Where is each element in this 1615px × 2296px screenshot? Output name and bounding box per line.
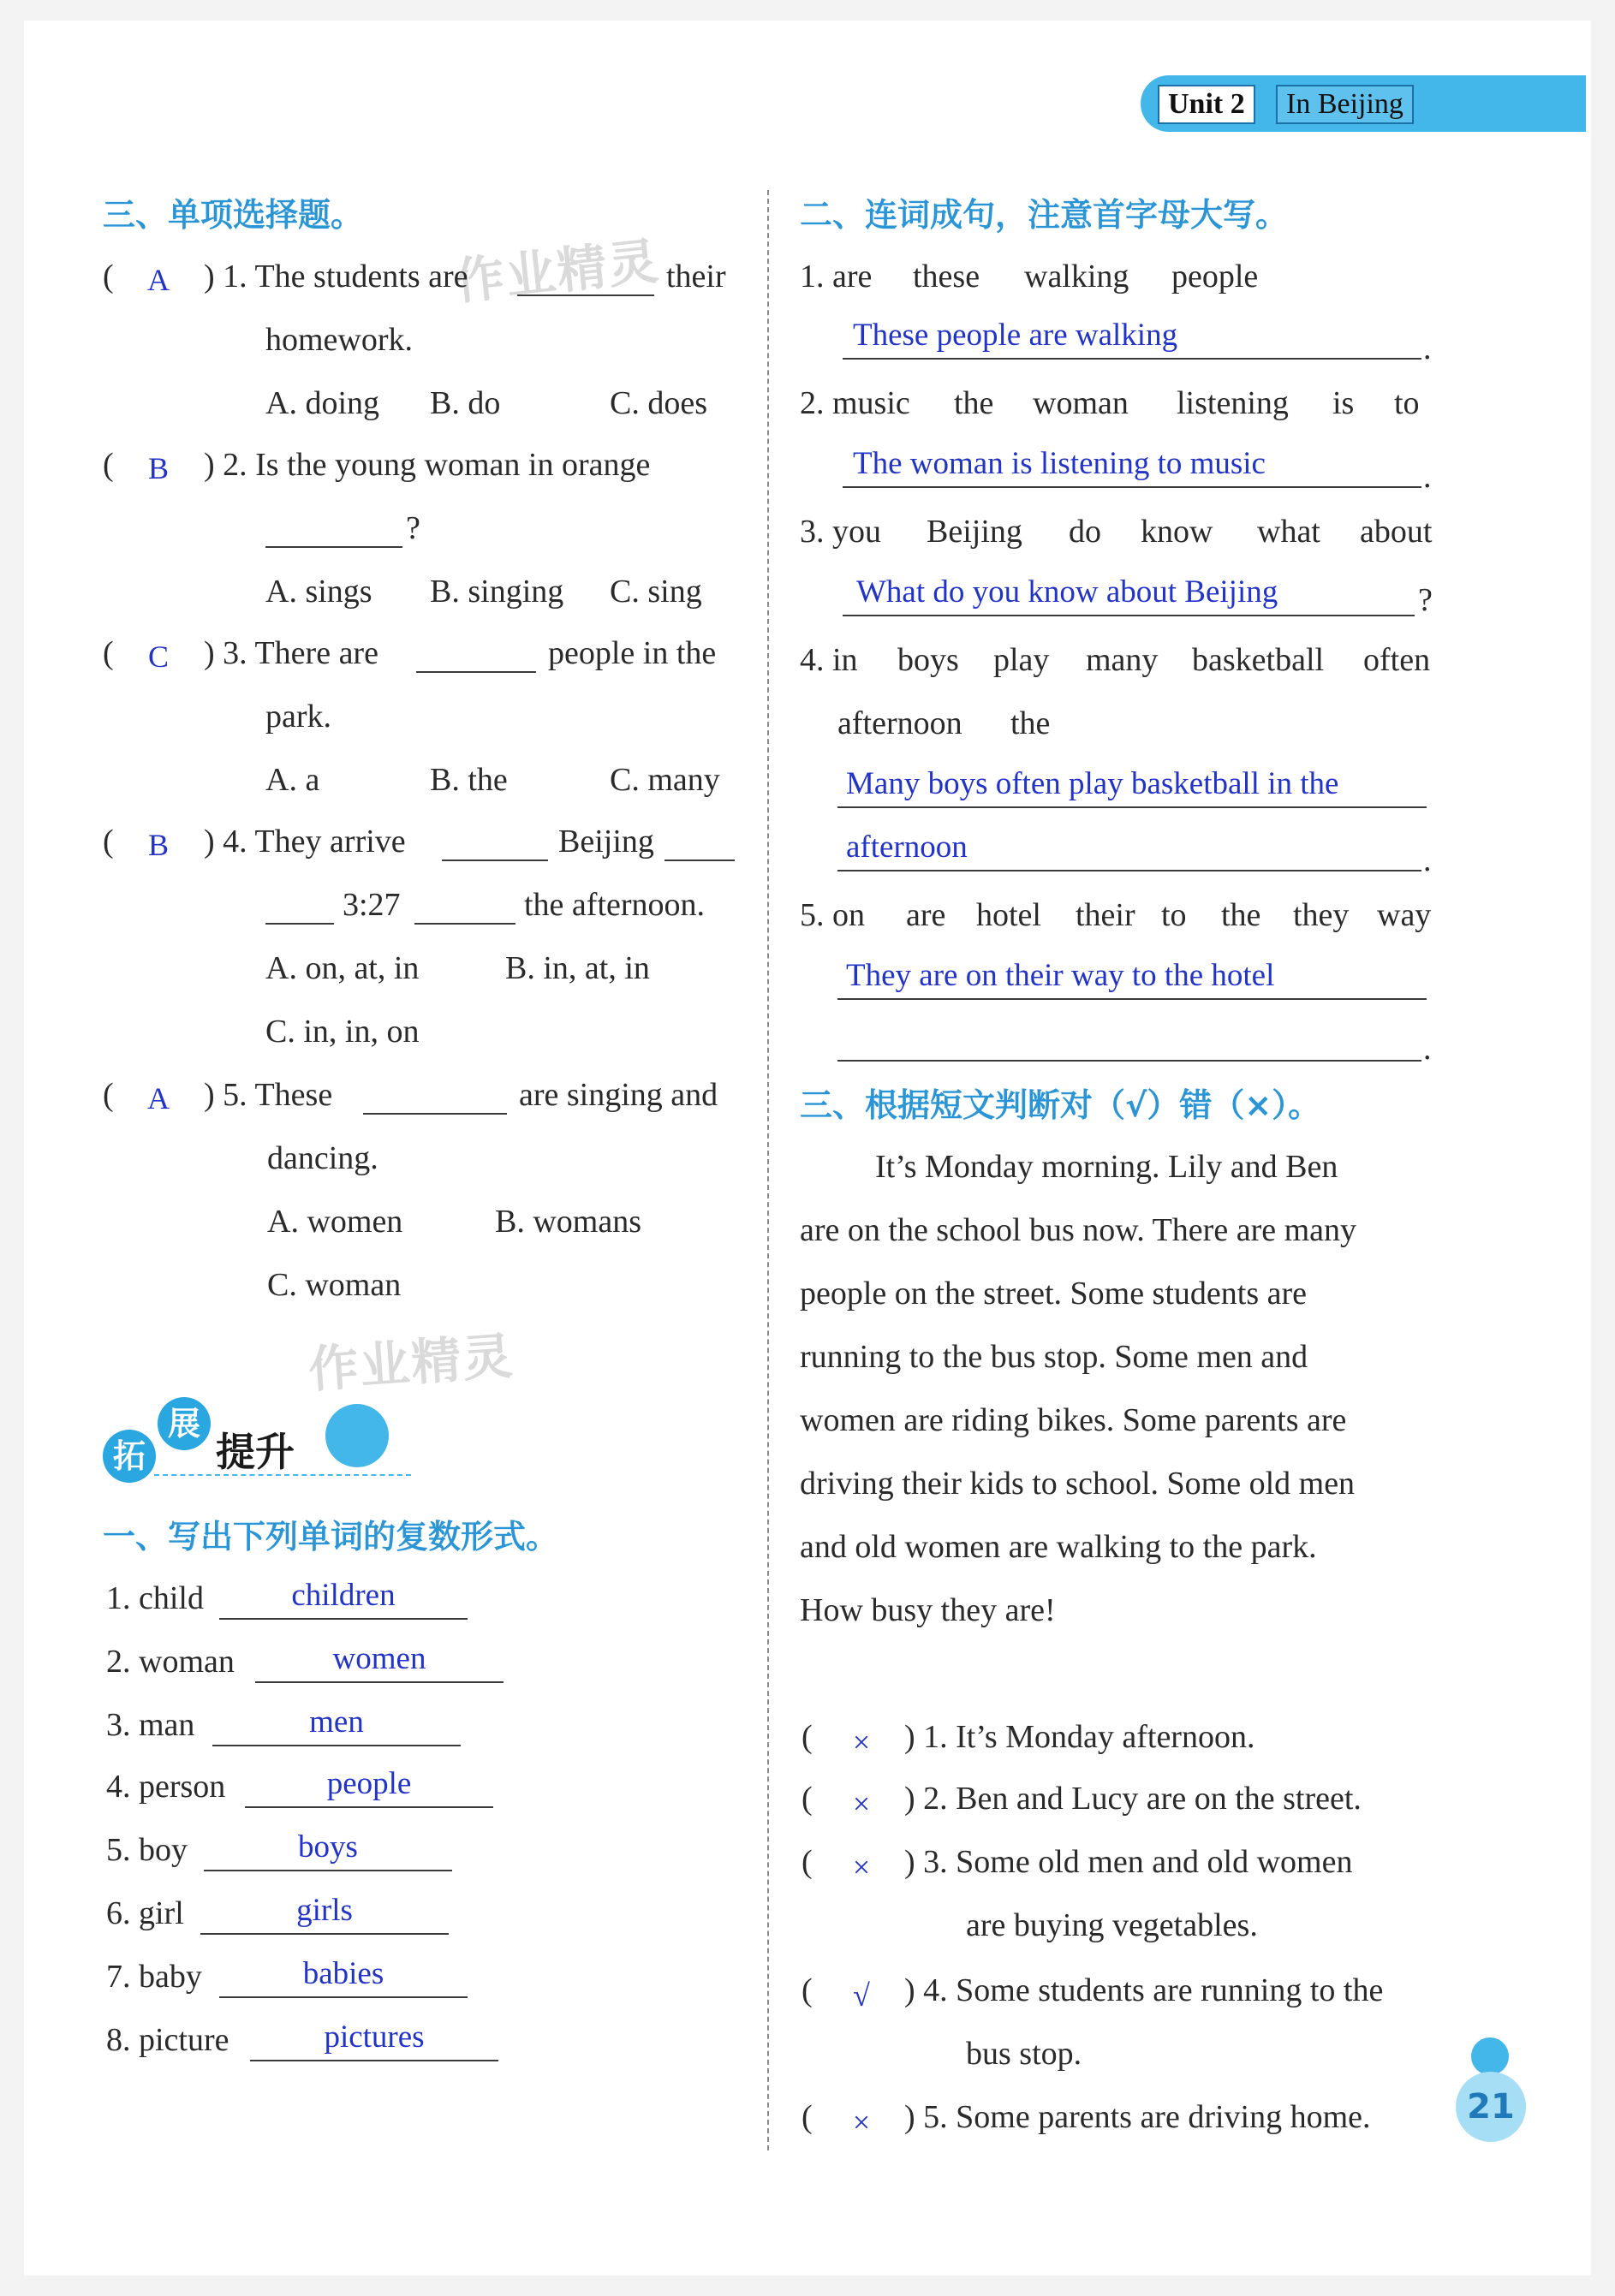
- sentence-answer: The woman is listening to music: [853, 446, 1266, 481]
- scrambled-word: people: [1171, 259, 1259, 294]
- tf-mark: √: [853, 1978, 870, 2013]
- blank-line[interactable]: [363, 1113, 507, 1115]
- tf-statement: ) 5. Some parents are driving home.: [904, 2099, 1371, 2135]
- blank-line[interactable]: [204, 1870, 452, 1871]
- blank-line[interactable]: [219, 1996, 468, 1998]
- mc-option: B. singing: [430, 574, 564, 610]
- scrambled-word: basketball: [1192, 642, 1325, 678]
- passage-line: How busy they are!: [800, 1592, 1056, 1628]
- plural-answer: children: [291, 1578, 396, 1613]
- mc-option: A. on, at, in: [265, 950, 420, 986]
- mc-stem: ) 4. They arrive: [204, 824, 406, 860]
- blank-line[interactable]: [219, 1618, 468, 1620]
- mc-answer: C: [147, 639, 169, 674]
- scrambled-word: the: [1221, 897, 1261, 933]
- mc-option: B. the: [430, 762, 508, 798]
- sentence-answer: These people are walking: [853, 318, 1178, 353]
- mc-answer: A: [147, 263, 170, 297]
- page-mascot-icon: [1471, 2037, 1509, 2075]
- scrambled-word: 5. on: [800, 897, 865, 933]
- passage-line: are on the school bus now. There are many: [800, 1212, 1357, 1248]
- scrambled-word: the: [1010, 705, 1051, 741]
- watermark: 作业精灵: [451, 231, 663, 312]
- scrambled-word: 1. are: [800, 259, 873, 294]
- mc-option: A. a: [265, 762, 320, 798]
- page-number: 21: [1456, 2072, 1526, 2142]
- mc-cont-tail: the afternoon.: [524, 887, 706, 923]
- scrambled-word: they: [1293, 897, 1350, 933]
- scrambled-word: woman: [1033, 385, 1129, 421]
- paren: (: [103, 259, 114, 294]
- mc-stem: ) 3. There are: [204, 635, 378, 671]
- scrambled-word: to: [1394, 385, 1420, 421]
- scrambled-word: do: [1069, 514, 1101, 550]
- scrambled-word: what: [1257, 514, 1320, 550]
- scrambled-word: listening: [1177, 385, 1289, 421]
- sentence-answer: What do you know about Beijing: [856, 574, 1278, 610]
- passage-line: people on the street. Some students are: [800, 1276, 1308, 1312]
- paren: (: [802, 1719, 813, 1755]
- mc-option: C. sing: [610, 574, 702, 610]
- scrambled-word: know: [1141, 514, 1213, 550]
- scrambled-word: 4. in: [800, 642, 858, 678]
- blank-line[interactable]: [517, 294, 654, 296]
- blank-line[interactable]: [442, 860, 548, 861]
- unit-label: Unit 2: [1158, 85, 1255, 124]
- scrambled-word: play: [993, 642, 1050, 678]
- scrambled-word: are: [906, 897, 946, 933]
- column-divider: [767, 190, 769, 2150]
- scrambled-word: boys: [897, 642, 959, 678]
- sentence-answer: Many boys often play basketball in the: [846, 766, 1339, 801]
- tf-statement: ) 1. It’s Monday afternoon.: [904, 1719, 1255, 1755]
- tf-statement: ) 3. Some old men and old women: [904, 1844, 1353, 1880]
- sentence-end: .: [1423, 330, 1432, 366]
- unit-title: In Beijing: [1276, 85, 1414, 124]
- blank-line[interactable]: [843, 615, 1415, 616]
- scrambled-word: walking: [1024, 259, 1129, 294]
- mc-option: C. in, in, on: [265, 1014, 420, 1050]
- banner-char: 拓: [103, 1430, 156, 1483]
- blank-line[interactable]: [664, 860, 735, 861]
- plural-word: 1. child: [106, 1580, 204, 1616]
- scrambled-word: way: [1377, 897, 1432, 933]
- sentence-end: .: [1423, 1031, 1432, 1067]
- plural-word: 5. boy: [106, 1832, 188, 1868]
- plural-answer: boys: [298, 1829, 358, 1865]
- blank-line[interactable]: [843, 486, 1421, 488]
- plural-answer: babies: [302, 1956, 384, 1991]
- section-title-plurals: 一、写出下列单词的复数形式。: [103, 1518, 559, 1555]
- sentence-answer: They are on their way to the hotel: [846, 958, 1275, 993]
- blank-line[interactable]: [416, 671, 536, 673]
- banner-char: 展: [158, 1397, 211, 1450]
- scrambled-word: many: [1086, 642, 1159, 678]
- mc-option: C. does: [610, 385, 707, 421]
- scrambled-word: often: [1363, 642, 1431, 678]
- mc-stem-cont: park.: [265, 699, 332, 735]
- mc-option: A. women: [267, 1204, 403, 1240]
- blank-line[interactable]: [843, 358, 1421, 360]
- passage-line: driving their kids to school. Some old men: [800, 1466, 1356, 1502]
- tf-mark: ×: [852, 1787, 871, 1821]
- tf-statement-cont: are buying vegetables.: [966, 1907, 1258, 1943]
- scrambled-word: hotel: [976, 897, 1041, 933]
- passage-line: It’s Monday morning. Lily and Ben: [875, 1149, 1338, 1185]
- blank-line[interactable]: [200, 1933, 449, 1935]
- mc-stem-tail: their: [666, 259, 726, 294]
- blank-line[interactable]: [250, 2060, 498, 2061]
- blank-line[interactable]: [837, 806, 1427, 808]
- blank-line[interactable]: [255, 1681, 504, 1683]
- passage-line: women are riding bikes. Some parents are: [800, 1402, 1347, 1438]
- mc-stem: ) 5. These: [204, 1077, 333, 1113]
- mc-stem-cont: homework.: [265, 322, 414, 358]
- scrambled-word: these: [913, 259, 980, 294]
- sentence-end: .: [1423, 842, 1432, 878]
- section-title-sentences: 二、连词成句，注意首字母大写。: [800, 196, 1289, 234]
- plural-word: 4. person: [106, 1769, 226, 1805]
- mc-answer: B: [147, 451, 169, 485]
- scrambled-word: about: [1360, 514, 1433, 550]
- blank-line[interactable]: [414, 923, 515, 925]
- passage-line: and old women are walking to the park.: [800, 1529, 1317, 1565]
- blank-line[interactable]: [837, 998, 1427, 1000]
- blank-line[interactable]: [265, 546, 402, 548]
- section-title-true-false: 三、根据短文判断对（√）错（×）。: [800, 1086, 1321, 1124]
- plural-word: 7. baby: [106, 1959, 202, 1995]
- tf-statement: ) 2. Ben and Lucy are on the street.: [904, 1781, 1362, 1817]
- plural-answer: people: [326, 1766, 412, 1801]
- scrambled-word: their: [1076, 897, 1135, 933]
- mc-option: C. woman: [267, 1267, 402, 1303]
- mc-stem-tail: people in the: [548, 635, 717, 671]
- banner-underline: [154, 1474, 411, 1476]
- plural-answer: pictures: [324, 2019, 425, 2055]
- blank-line[interactable]: [837, 1060, 1421, 1062]
- passage-line: running to the bus stop. Some men and: [800, 1339, 1308, 1375]
- mascot-icon: [325, 1404, 389, 1467]
- mc-option: B. womans: [495, 1204, 641, 1240]
- plural-answer: women: [332, 1641, 426, 1676]
- tf-mark: ×: [852, 2105, 871, 2139]
- mc-answer: B: [147, 828, 169, 862]
- sentence-end: .: [1423, 459, 1432, 495]
- tf-mark: ×: [852, 1725, 871, 1759]
- sentence-answer: afternoon: [846, 830, 968, 865]
- mc-stem-cont: dancing.: [267, 1140, 378, 1176]
- scrambled-word: to: [1161, 897, 1187, 933]
- plural-word: 2. woman: [106, 1644, 235, 1680]
- plural-answer: men: [309, 1704, 364, 1740]
- paren: (: [802, 1972, 813, 2008]
- mc-stem: ) 1. The students are: [204, 259, 468, 294]
- paren: (: [103, 824, 114, 860]
- tf-statement-cont: bus stop.: [966, 2036, 1082, 2072]
- mc-option: A. sings: [265, 574, 372, 610]
- scrambled-word: afternoon: [837, 705, 962, 741]
- tf-mark: ×: [852, 1850, 871, 1884]
- paren: (: [103, 635, 114, 671]
- paren: (: [802, 1781, 813, 1817]
- plural-word: 6. girl: [106, 1895, 184, 1931]
- plural-answer: girls: [296, 1893, 353, 1928]
- section-title-mc: 三、单项选择题。: [103, 196, 364, 234]
- watermark: 作业精灵: [307, 1326, 516, 1400]
- banner-text: 提升: [216, 1429, 295, 1475]
- tf-statement: ) 4. Some students are running to the: [904, 1972, 1384, 2008]
- blank-line[interactable]: [265, 923, 334, 925]
- plural-word: 3. man: [106, 1707, 195, 1743]
- blank-line[interactable]: [245, 1806, 493, 1808]
- paren: (: [103, 447, 114, 483]
- scrambled-word: Beijing: [927, 514, 1022, 550]
- paren: (: [802, 2099, 813, 2135]
- mc-stem-cont: ?: [406, 510, 420, 546]
- scrambled-word: 3. you: [800, 514, 881, 550]
- mc-cont-mid: 3:27: [343, 887, 401, 923]
- mc-option: B. in, at, in: [505, 950, 650, 986]
- scrambled-word: is: [1332, 385, 1355, 421]
- mc-option: C. many: [610, 762, 720, 798]
- plural-word: 8. picture: [106, 2022, 229, 2058]
- mc-option: A. doing: [265, 385, 379, 421]
- mc-stem-tail: are singing and: [519, 1077, 718, 1113]
- blank-line[interactable]: [837, 870, 1421, 871]
- paren: (: [802, 1844, 813, 1880]
- blank-line[interactable]: [212, 1745, 461, 1746]
- paren: (: [103, 1077, 114, 1113]
- mc-option: B. do: [430, 385, 501, 421]
- scrambled-word: 2. music: [800, 385, 910, 421]
- sentence-end: ?: [1418, 582, 1433, 618]
- mc-answer: A: [147, 1081, 170, 1115]
- mc-stem: ) 2. Is the young woman in orange: [204, 447, 651, 483]
- scrambled-word: the: [954, 385, 994, 421]
- mc-stem-mid: Beijing: [558, 824, 654, 860]
